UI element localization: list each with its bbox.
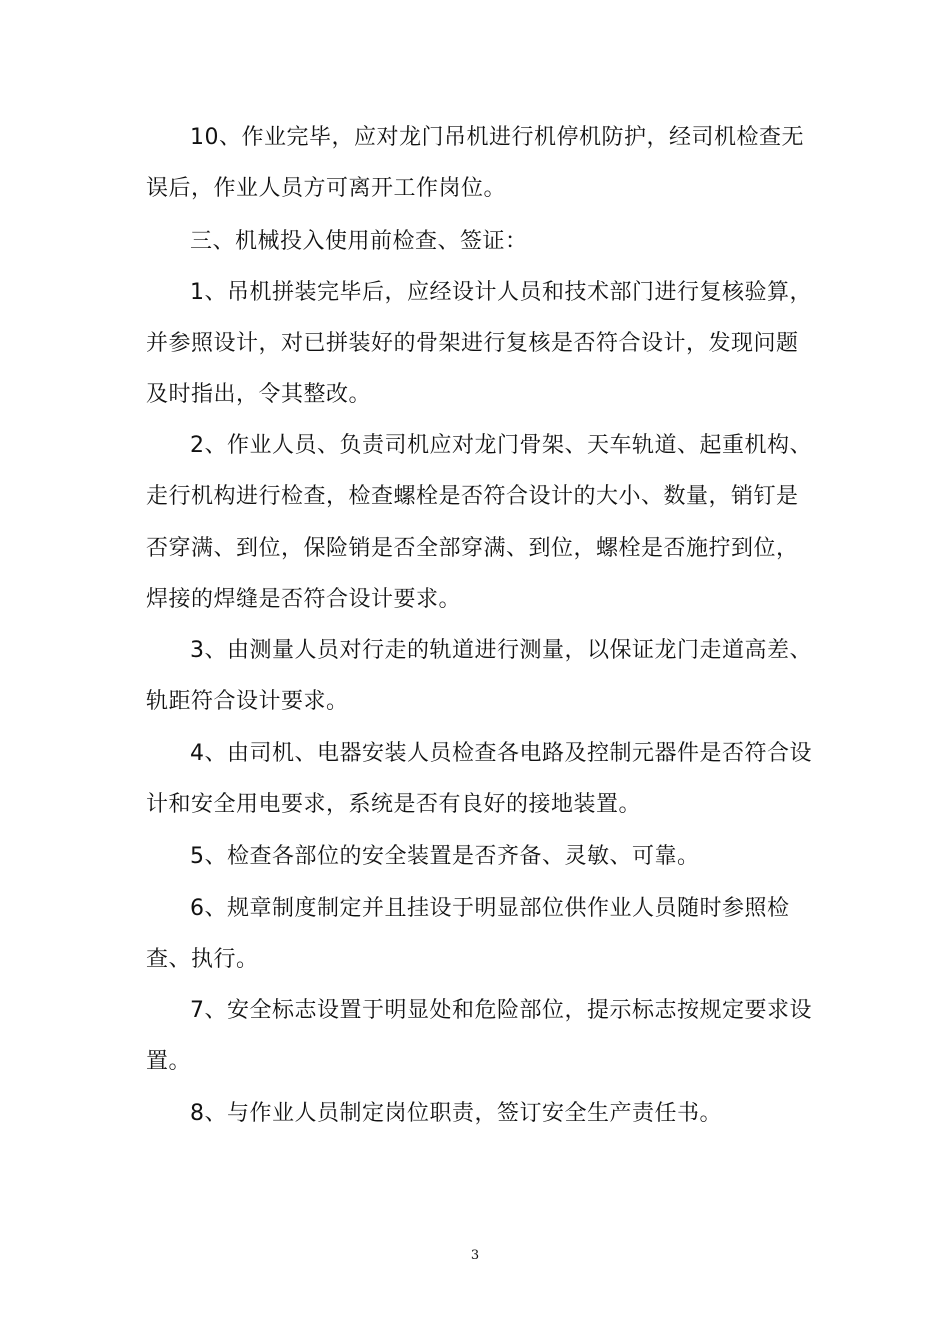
item-5-line-1: 5、检查各部位的安全装置是否齐备、灵敏、可靠。 bbox=[190, 844, 700, 869]
item-3-line-2: 轨距符合设计要求。 bbox=[146, 689, 349, 714]
item-7-line-1: 7、安全标志设置于明显处和危险部位，提示标志按规定要求设 bbox=[190, 998, 812, 1023]
item-7-line-2: 置。 bbox=[146, 1049, 192, 1074]
item-6-line-1: 6、规章制度制定并且挂设于明显部位供作业人员随时参照检 bbox=[190, 896, 790, 921]
page-number: 3 bbox=[470, 1248, 480, 1263]
item-6-line-2: 查、执行。 bbox=[146, 947, 259, 972]
item-2-line-3: 否穿满、到位，保险销是否全部穿满、到位，螺栓是否施拧到位， bbox=[146, 536, 799, 561]
section-heading: 三、机械投入使用前检查、签证： bbox=[190, 229, 528, 254]
item-2-line-1: 2、作业人员、负责司机应对龙门骨架、天车轨道、起重机构、 bbox=[190, 433, 812, 458]
item-4-line-1: 4、由司机、电器安装人员检查各电路及控制元器件是否符合设 bbox=[190, 741, 812, 766]
item-1-line-3: 及时指出，令其整改。 bbox=[146, 382, 372, 407]
item-8-line-1: 8、与作业人员制定岗位职责，签订安全生产责任书。 bbox=[190, 1101, 722, 1126]
item-4-line-2: 计和安全用电要求，系统是否有良好的接地装置。 bbox=[146, 792, 642, 817]
item-1-line-1: 1、吊机拼装完毕后，应经设计人员和技术部门进行复核验算， bbox=[190, 280, 812, 305]
paragraph-10-line-1: 10、作业完毕，应对龙门吊机进行机停机防护，经司机检查无 bbox=[190, 125, 804, 150]
paragraph-10-line-2: 误后，作业人员方可离开工作岗位。 bbox=[146, 176, 507, 201]
item-2-line-4: 焊接的焊缝是否符合设计要求。 bbox=[146, 587, 462, 612]
item-3-line-1: 3、由测量人员对行走的轨道进行测量，以保证龙门走道高差、 bbox=[190, 638, 812, 663]
item-2-line-2: 走行机构进行检查，检查螺栓是否符合设计的大小、数量，销钉是 bbox=[146, 484, 799, 509]
item-1-line-2: 并参照设计，对已拼装好的骨架进行复核是否符合设计，发现问题 bbox=[146, 331, 799, 356]
